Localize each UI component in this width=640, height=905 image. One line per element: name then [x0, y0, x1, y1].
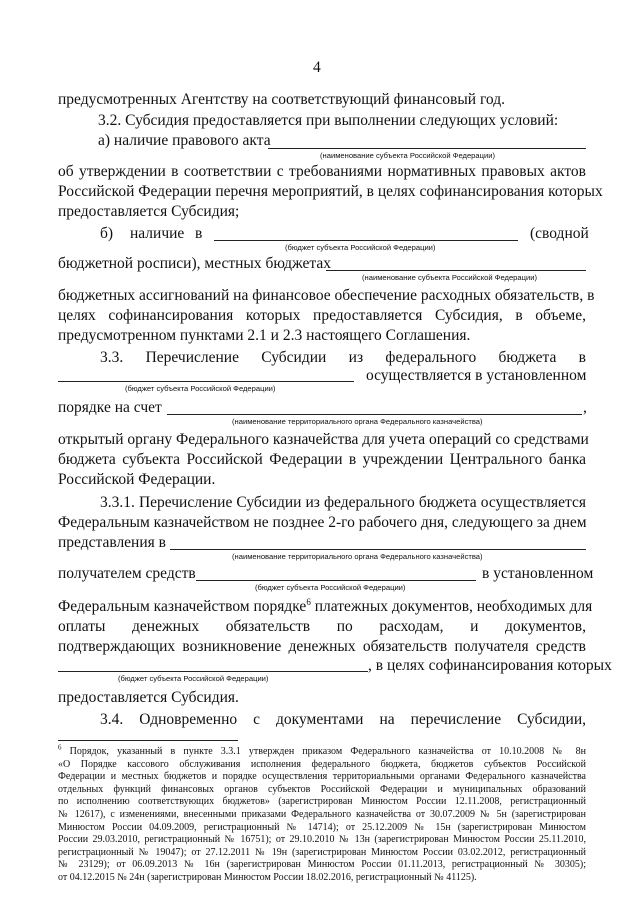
text-line: 3.3.1. Перечисление Субсидии из федерального бюджета осуществляется: [100, 494, 586, 511]
text-line: 3.2. Субсидия предоставляется при выполнении следующих условий:: [98, 112, 559, 129]
footnote-line: Федерации и местных бюджетов и порядке осуществления территориальными органами Федерального казначейства: [58, 771, 586, 783]
blank-field-line: [214, 240, 518, 241]
field-caption: (бюджет субъекта Российской Федерации): [255, 583, 406, 592]
footnote-line: отдельных функций финансовых органов субъектов Российской Федерации и муниципальных образований: [58, 783, 586, 795]
field-caption: (бюджет субъекта Российской Федерации): [125, 384, 276, 393]
text-fragment: (сводной: [530, 225, 589, 242]
text-line: Федеральным казначейством не позднее 2-го рабочего дня, следующего за днем: [58, 514, 587, 531]
text-line: бюджетной росписи), местных бюджетах: [58, 255, 331, 272]
field-caption: (наименование субъекта Российской Федерации): [320, 151, 495, 160]
text-line: предусмотренных Агентству на соответствующий финансовый год.: [58, 91, 505, 108]
field-caption: (наименование территориального органа Федерального казначейства): [232, 417, 483, 426]
text-fragment: Порядок, указанный в пункте 3.3.1 утвержден приказом Федерального казначейства от 10.10.2008 № 8н: [69, 746, 587, 757]
footnote-line: от 04.12.2015 № 24н (зарегистрирован Минюстом России 18.02.2016, регистрационный № 41125).: [58, 872, 477, 883]
blank-field-line: [170, 549, 586, 550]
text-line: осуществляется в установленном: [366, 367, 587, 384]
text-line: 3.3. Перечисление Субсидии из федерального бюджета в: [100, 349, 586, 366]
blank-field-line: [58, 381, 354, 382]
text-line: бюджета субъекта Российской Федерации в учреждении Центрального банка: [58, 451, 586, 468]
text-fragment: в: [195, 225, 203, 242]
text-line: предоставляется Субсидия;: [58, 203, 240, 220]
blank-field-line: [167, 414, 582, 415]
footnote-line: № 23129); от 06.09.2013 № 16н (зарегистрирован Минюстом России 01.11.2013, регистрационный № 30305);: [58, 859, 586, 871]
text-line: 3.4. Одновременно с документами на перечисление Субсидии,: [100, 711, 586, 728]
text-line: бюджетных ассигнований на финансовое обеспечение расходных обязательств, в: [58, 287, 595, 304]
field-caption: (бюджет субъекта Российской Федерации): [118, 674, 269, 683]
blank-field-line: [268, 148, 586, 149]
text-line: целях софинансирования которых предоставляется Субсидия, в объеме,: [58, 307, 586, 324]
blank-field-line: [326, 270, 586, 271]
text-fragment: в установленном: [482, 565, 594, 582]
footnote-line: [58, 743, 587, 759]
text-line: открытый органу Федерального казначейства для учета операций со средствами: [58, 431, 589, 448]
footnote-line: регистрационный № 19047); от 27.12.2011 № 19н (зарегистрирован Минюстом России 03.02.2012, регистрационный: [58, 846, 586, 858]
page-number: 4: [313, 59, 321, 76]
text-line: представления в: [58, 534, 166, 551]
footnote-line: Минюстом России 04.09.2009, регистрационный № 14714); от 25.12.2009 № 15н (зарегистрирован Минюстом: [58, 821, 586, 833]
field-caption: (наименование территориального органа Федерального казначейства): [232, 552, 483, 561]
footnote-line: № 12617), с изменениями, внесенными приказами Федерального казначейства от 30.07.2009 № 5н (зарегистрирован: [58, 809, 586, 820]
blank-field-line: [196, 580, 476, 581]
footnote-line: «О Порядке кассового обслуживания исполнения федерального бюджета, бюджетов субъектов Российской: [58, 758, 586, 770]
text-line: порядке на счет: [58, 399, 162, 416]
text-line: оплаты денежных обязательств по расходам, и документов,: [58, 618, 586, 635]
text-line: Российской Федерации перечня мероприятий, в целях софинансирования которых: [58, 183, 603, 200]
field-caption: (бюджет субъекта Российской Федерации): [285, 243, 436, 252]
text-fragment: получателем средств: [58, 565, 196, 582]
text-fragment: платежных документов, необходимых для: [310, 598, 593, 615]
footnote-line: по исполнению соответствующих бюджетов» (зарегистрирован Минюстом России 12.11.2008, регистрационный: [58, 796, 586, 808]
text-line: подтверждающих возникновение денежных обязательств получателя средств: [58, 638, 586, 655]
text-line: об утверждении в соответствии с требованиями нормативных правовых актов: [58, 163, 586, 180]
text-line: предоставляется Субсидия.: [58, 689, 239, 706]
text-line: а) наличие правового акта: [98, 132, 271, 149]
blank-field-line: [58, 671, 368, 672]
text-fragment: ,: [583, 399, 587, 416]
text-line: , в целях софинансирования которых: [368, 657, 612, 674]
text-line: предусмотренном пунктами 2.1 и 2.3 настоящего Соглашения.: [58, 327, 471, 344]
footnote-line: России 29.03.2010, регистрационный № 16751); от 29.10.2010 № 13н (зарегистрирован Минюстом России 25.11.2010,: [58, 834, 586, 846]
text-line: [58, 596, 593, 616]
field-caption: (наименование субъекта Российской Федерации): [362, 273, 537, 282]
footnote-separator: [58, 740, 238, 741]
text-fragment: Федеральным казначейством порядке: [58, 598, 307, 615]
text-fragment: б): [100, 225, 114, 242]
footnote-reference: 6: [306, 596, 311, 607]
footnote-marker: 6: [58, 743, 62, 752]
text-line: Российской Федерации.: [58, 471, 216, 488]
text-fragment: наличие: [130, 225, 185, 242]
